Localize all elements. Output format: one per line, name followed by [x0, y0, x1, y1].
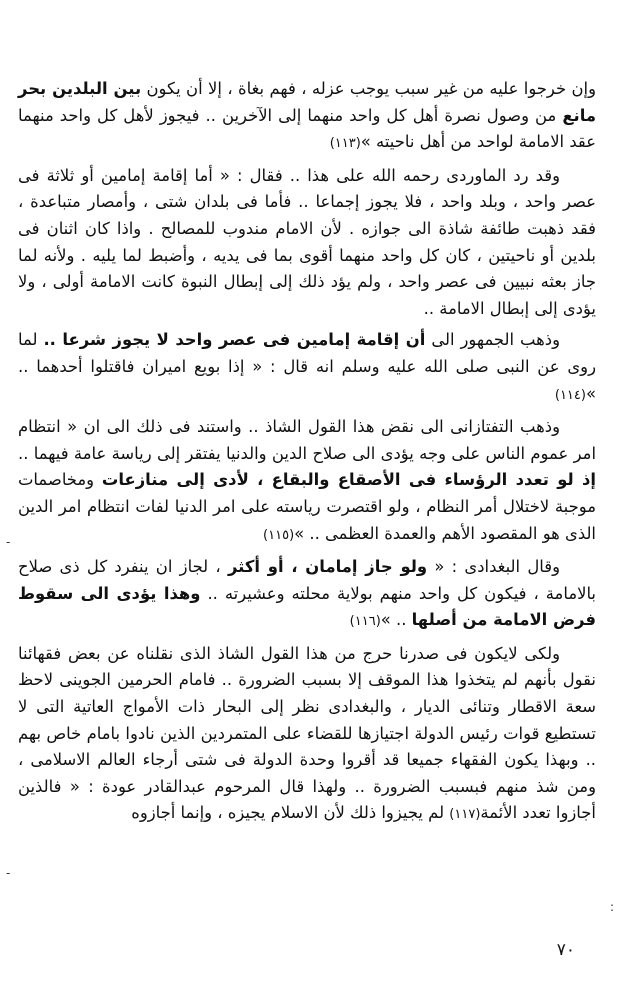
footnote-reference: (١١٧)	[449, 807, 481, 823]
text-run: وإن خرجوا عليه من غير سبب يوجب عزله ، فهم بغاة ، إلا أن يكون	[141, 79, 597, 98]
footnote-reference: (١١٣)	[329, 136, 361, 152]
bold-text-run: أن إقامة إمامين فى عصر واحد لا يجوز شرعا ..	[43, 330, 426, 350]
text-run: ولكى لايكون فى صدرنا حرج من هذا القول الشاذ الذى نقلناه عن بعض فقهائنا نقول بأنهم لم يتخذوا هذا الموقف إلا بسبب الضرورة .. فامام الحرمين الجوينى لاحظ سعة الاقطار وتنائى الديار ، والبغدادى نظر إلى البحار ذات الأمواج العاتية التى لا تستطيع قوات رئيس الدولة اجتيازها للقضاء على المتمردين الذين نادوا بامام خاص بهم .. وبهذا يكون الفقهاء جميعا قد أقروا وحدة الدولة فى شتى أرجاء العالم الاسلامى ، ومن شذ منهم فبسبب الضرورة .. ولهذا قال المرحوم عبدالقادر عودة : « فالذين أجازوا تعدد الأئمة	[18, 643, 596, 823]
body-text	[18, 76, 596, 829]
text-run: لم يجيزوا ذلك لأن الاسلام يجيزه ، وإنما أجازوه	[131, 803, 450, 823]
footnote-reference: (١١٤)	[554, 387, 586, 403]
text-run: ، لجاز ان ينفرد كل ذى صلاح بالامامة ، فيكون كل واحد منهم بولاية محلته وعشيرته ..	[18, 557, 596, 603]
scan-edge-mark: -	[6, 535, 11, 549]
paragraph-6	[18, 641, 596, 829]
text-run: .. »	[380, 610, 412, 630]
bold-text-run: إذ لو تعدد الرؤساء فى الأصقاع والبقاع ، لأدى إلى منازعات	[101, 470, 596, 490]
text-run: وقد رد الماوردى رحمه الله على هذا .. فقال : « أما إقامة إمامين أو ثلاثة فى عصر واحد ، وبلد واحد ، فلا يجوز إجماعا .. فأما فى بلدان شتى ، وأمصار متباعدة ، فقد ذهبت طائفة شاذة الى جوازه . لأن الامام مندوب للمصالح . واذا كان اثنان فى بلدين أو ناحيتين ، كان كل واحد منهما أقوى بما فى يديه ، وأضبط لما يليه . ولأنه لما جاز بعثه نبيين فى عصر واحد ، ولم يؤد ذلك إلى إبطال النبوة كانت الامامة أولى ، ولا يؤدى إلى إبطال الامامة ..	[18, 165, 596, 318]
paragraph-5	[18, 554, 596, 636]
scan-edge-mark: -	[6, 866, 11, 880]
paragraph-1	[18, 76, 596, 158]
text-run: وقال البغدادى : «	[427, 557, 560, 577]
scan-edge-mark: :	[610, 900, 615, 914]
bold-text-run: بين البلدين بحر مانع	[18, 79, 596, 125]
text-run: ومخاصمات موجبة لاختلال أمر النظام ، ولو اقتصرت رياسته على امر الدنيا لفات انتظام امر الدين الذى هو المقصود الأهم والعمدة العظمى .. »	[18, 470, 596, 543]
footnote-reference: (١١٦)	[349, 614, 381, 630]
text-run: وذهب الجمهور الى	[425, 330, 560, 350]
paragraph-3	[18, 327, 596, 409]
bold-text-run: وهذا يؤدى الى سقوط فرض الامامة من أصلها	[18, 583, 596, 630]
text-run: وذهب التفتازانى الى نقض هذا القول الشاذ .. واستند فى ذلك الى ان « انتظام امر عموم الناس على وجه يؤدى الى صلاح الدين والدنيا يفتقر إلى رياسة عامة فيهما ..	[18, 417, 596, 463]
page-number: ٧٠	[556, 940, 575, 960]
text-run: من وصول نصرة أهل كل واحد منهما إلى الآخرين .. فيجوز لأهل كل واحد منهما عقد الامامة لواحد من أهل ناحيته »	[18, 105, 596, 152]
footnote-reference: (١١٥)	[263, 527, 295, 543]
paragraph-2	[18, 163, 596, 323]
paragraph-4	[18, 414, 596, 549]
bold-text-run: ولو جاز إمامان ، أو أكثر	[227, 557, 428, 577]
text-run: لما روى عن النبى صلى الله عليه وسلم انه قال : « إذا بويع اميران فاقتلوا أحدهما .. »	[18, 330, 596, 403]
